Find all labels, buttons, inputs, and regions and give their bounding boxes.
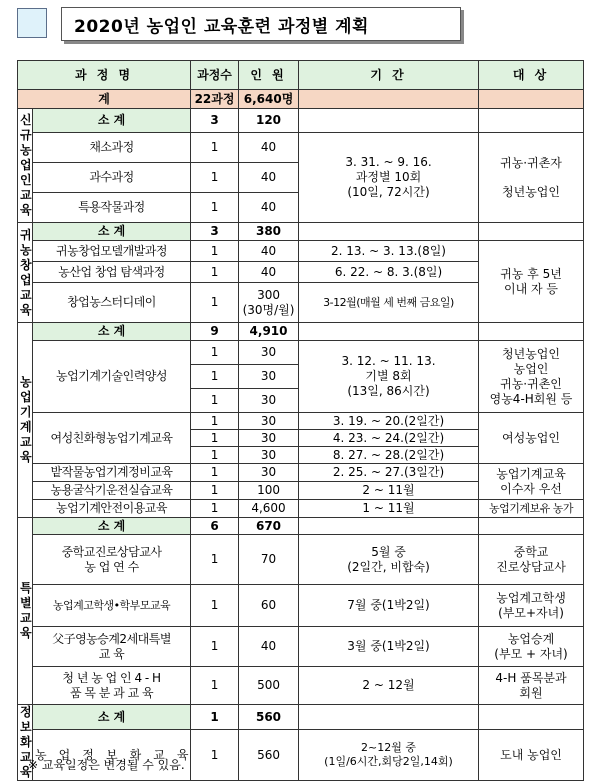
- table-row: [18, 518, 584, 535]
- course-people: 40: [239, 627, 299, 667]
- course-people: [239, 283, 299, 323]
- target-line: 영농4-H회원 등: [489, 391, 573, 406]
- course-count: 1: [191, 535, 239, 585]
- period-line: 기별 8회: [365, 369, 412, 383]
- target-line: (부모+자녀): [498, 605, 564, 620]
- total-period: [299, 90, 479, 109]
- course-count: 1: [191, 365, 239, 389]
- target-line: 농업승계: [507, 631, 555, 646]
- course-count: 1: [191, 389, 239, 413]
- course-name-line: 품 목 분 과 교 육: [69, 685, 154, 700]
- period-line: (13일, 86시간): [347, 384, 430, 398]
- course-name-line: 교 육: [98, 646, 125, 661]
- subtotal-count: 3: [191, 109, 239, 133]
- course-count: 1: [191, 413, 239, 430]
- course-name: 밭작물농업기계정비교육: [33, 464, 191, 482]
- subtotal-count: 1: [191, 705, 239, 730]
- subtotal-period: [299, 518, 479, 535]
- subtotal-target: [479, 109, 584, 133]
- table-row: [18, 241, 584, 262]
- course-period: 2 ~ 12월: [299, 667, 479, 705]
- course-count: 1: [191, 482, 239, 500]
- course-people: 30: [239, 365, 299, 389]
- course-period: 8. 27. ~ 28.(2일간): [299, 447, 479, 464]
- period-line: (10일, 72시간): [347, 185, 430, 199]
- course-people: 30: [239, 341, 299, 365]
- category-return-farming: 귀농창업교육: [18, 223, 33, 323]
- course-target: 도내 농업인: [479, 730, 584, 781]
- course-name: [33, 627, 191, 667]
- target-line: 진로상담교사: [496, 559, 566, 574]
- period-line: 3. 31. ~ 9. 16.: [345, 155, 432, 169]
- table-row: [18, 341, 584, 365]
- course-name: 농업기계기술인력양성: [33, 341, 191, 413]
- title-decoration: [17, 8, 47, 38]
- course-target: 여성농업인: [479, 413, 584, 464]
- course-count: 1: [191, 667, 239, 705]
- table-row: [18, 535, 584, 585]
- period-line: 3. 12. ~ 11. 13.: [341, 354, 436, 368]
- course-period: 2. 13. ~ 3. 13.(8일): [299, 241, 479, 262]
- course-name-line: 중학교진로상담교사: [61, 544, 162, 559]
- course-target: [479, 133, 584, 223]
- table-row: [18, 323, 584, 341]
- course-period: 3-12월(매월 세 번째 금요일): [299, 283, 479, 323]
- subtotal-people: 560: [239, 705, 299, 730]
- course-people: 30: [239, 413, 299, 430]
- period-line: 2~12월 중: [361, 741, 416, 755]
- course-name: 농업기계안전이용교육: [33, 500, 191, 518]
- table-row: [18, 133, 584, 163]
- header-count: 과정수: [191, 61, 239, 90]
- course-people: 60: [239, 585, 299, 627]
- people-value: 300: [257, 287, 280, 302]
- table-row: [18, 667, 584, 705]
- course-name: 여성친화형농업기계교육: [33, 413, 191, 464]
- total-target: [479, 90, 584, 109]
- total-row: [18, 90, 584, 109]
- course-people: 30: [239, 430, 299, 447]
- table-row: [18, 223, 584, 241]
- category-farm-machinery: 농업기계교육: [18, 323, 33, 518]
- course-period: [299, 535, 479, 585]
- subtotal-period: [299, 109, 479, 133]
- header-people: 인 원: [239, 61, 299, 90]
- course-period: 2 ~ 11월: [299, 482, 479, 500]
- target-line: 청년농업인: [502, 184, 560, 199]
- subtotal-label: 소 계: [33, 109, 191, 133]
- subtotal-label: 소 계: [33, 223, 191, 241]
- target-line: 귀농·귀촌인: [500, 376, 562, 391]
- table-header-row: [18, 61, 584, 90]
- course-period: 4. 23. ~ 24.(2일간): [299, 430, 479, 447]
- course-period: 3월 중(1박2일): [299, 627, 479, 667]
- course-target: [479, 667, 584, 705]
- target-line: 이수자 우선: [500, 481, 562, 496]
- title-area: [17, 7, 583, 41]
- course-period: 1 ~ 11월: [299, 500, 479, 518]
- course-people: 560: [239, 730, 299, 781]
- category-special: 특별교육: [18, 518, 33, 705]
- subtotal-target: [479, 223, 584, 241]
- course-name: 농업계고학생•학부모교육: [33, 585, 191, 627]
- course-name: [33, 667, 191, 705]
- course-count: 1: [191, 133, 239, 163]
- header-target: 대 상: [479, 61, 584, 90]
- course-name: 귀농창업모델개발과정: [33, 241, 191, 262]
- course-count: 1: [191, 730, 239, 781]
- total-count: 22과정: [191, 90, 239, 109]
- course-plan-table: [17, 60, 584, 781]
- course-count: 1: [191, 464, 239, 482]
- period-line: (1일/6시간,회당2일,14회): [324, 755, 453, 769]
- course-name: 농용굴삭기운전실습교육: [33, 482, 191, 500]
- subtotal-target: [479, 705, 584, 730]
- course-target: [479, 585, 584, 627]
- course-people: 70: [239, 535, 299, 585]
- course-name: 특용작물과정: [33, 193, 191, 223]
- category-new-farmer: 신규농업인교육: [18, 109, 33, 223]
- course-period: [299, 133, 479, 223]
- people-note: (30명/월): [242, 302, 295, 317]
- table-row: [18, 627, 584, 667]
- course-people: 4,600: [239, 500, 299, 518]
- course-period: 6. 22. ~ 8. 3.(8일): [299, 262, 479, 283]
- subtotal-people: 4,910: [239, 323, 299, 341]
- target-line: 농업계고학생: [496, 590, 566, 605]
- course-people: 30: [239, 447, 299, 464]
- course-period: [299, 730, 479, 781]
- total-people: 6,640명: [239, 90, 299, 109]
- course-count: 1: [191, 430, 239, 447]
- table-row: [18, 109, 584, 133]
- subtotal-period: [299, 223, 479, 241]
- subtotal-people: 380: [239, 223, 299, 241]
- course-name: 과수과정: [33, 163, 191, 193]
- category-informatization: 정보화교육: [18, 705, 33, 781]
- subtotal-count: 3: [191, 223, 239, 241]
- course-period: 7월 중(1박2일): [299, 585, 479, 627]
- course-name: [33, 535, 191, 585]
- course-name: 농 업 정 보 화 교 육: [33, 730, 191, 781]
- target-line: 4-H 품목분과: [495, 670, 567, 685]
- subtotal-target: [479, 518, 584, 535]
- total-label: 계: [18, 90, 191, 109]
- course-count: 1: [191, 193, 239, 223]
- course-people: 100: [239, 482, 299, 500]
- course-target: [479, 535, 584, 585]
- subtotal-period: [299, 323, 479, 341]
- course-count: 1: [191, 500, 239, 518]
- target-line: 귀농 후 5년: [500, 266, 562, 281]
- course-period: 2. 25. ~ 27.(3일간): [299, 464, 479, 482]
- page-title-text: 2020년 농업인 교육훈련 과정별 계획: [74, 16, 369, 37]
- subtotal-period: [299, 705, 479, 730]
- subtotal-label: 소 계: [33, 518, 191, 535]
- course-people: 40: [239, 241, 299, 262]
- target-line: 귀농·귀촌자: [500, 155, 562, 170]
- page-title: [61, 7, 461, 41]
- table-row: [18, 413, 584, 430]
- target-line: 중학교: [513, 544, 549, 559]
- course-people: 40: [239, 262, 299, 283]
- subtotal-count: 9: [191, 323, 239, 341]
- course-people: 30: [239, 464, 299, 482]
- course-count: 1: [191, 341, 239, 365]
- course-period: [299, 341, 479, 413]
- subtotal-target: [479, 323, 584, 341]
- course-target: [479, 464, 584, 500]
- target-line: (부모 + 자녀): [494, 646, 568, 661]
- course-count: 1: [191, 163, 239, 193]
- course-target: 농업기계보유 농가: [479, 500, 584, 518]
- target-line: 이내 자 등: [504, 281, 559, 296]
- period-line: (2일간, 비합숙): [347, 559, 430, 574]
- subtotal-people: 670: [239, 518, 299, 535]
- footnote: ※ 교육일정은 변경될 수 있음.: [28, 758, 185, 772]
- course-count: 1: [191, 585, 239, 627]
- target-line: 농업인: [513, 361, 549, 376]
- course-target: [479, 241, 584, 323]
- course-count: 1: [191, 447, 239, 464]
- course-people: 40: [239, 193, 299, 223]
- course-people: 30: [239, 389, 299, 413]
- course-name: 채소과정: [33, 133, 191, 163]
- course-target: [479, 627, 584, 667]
- course-people: 500: [239, 667, 299, 705]
- course-name-line: 청 년 농 업 인 4 - H: [62, 670, 161, 685]
- period-line: 5월 중: [371, 544, 406, 559]
- header-course: 과 정 명: [18, 61, 191, 90]
- subtotal-people: 120: [239, 109, 299, 133]
- course-count: 1: [191, 283, 239, 323]
- table-row: [18, 705, 584, 730]
- course-target: [479, 341, 584, 413]
- table-row: [18, 464, 584, 482]
- header-period: 기 간: [299, 61, 479, 90]
- course-name: 창업농스터디데이: [33, 283, 191, 323]
- course-people: 40: [239, 133, 299, 163]
- course-count: 1: [191, 627, 239, 667]
- course-count: 1: [191, 262, 239, 283]
- course-name-line: 농 업 연 수: [84, 559, 139, 574]
- course-period: 3. 19. ~ 20.(2일간): [299, 413, 479, 430]
- table-row: [18, 500, 584, 518]
- subtotal-label: 소 계: [33, 323, 191, 341]
- subtotal-count: 6: [191, 518, 239, 535]
- course-count: 1: [191, 241, 239, 262]
- period-line: 과정별 10회: [355, 170, 422, 184]
- course-name: 농산업 창업 탐색과정: [33, 262, 191, 283]
- target-line: 회원: [519, 685, 543, 700]
- course-name-line: 父子영농승계2세대특별: [52, 631, 171, 646]
- course-people: 40: [239, 163, 299, 193]
- target-line: 농업기계교육: [496, 466, 566, 481]
- subtotal-label: 소 계: [33, 705, 191, 730]
- target-line: 청년농업인: [502, 346, 560, 361]
- table-row: [18, 585, 584, 627]
